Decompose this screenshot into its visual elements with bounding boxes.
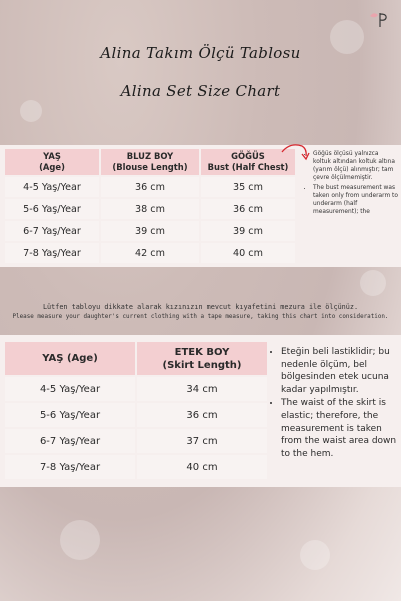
- cell-age: 4-5 Yaş/Year: [5, 177, 99, 197]
- table-row: [5, 377, 267, 401]
- table-row: [5, 403, 267, 427]
- bokeh-light: [20, 100, 42, 122]
- cell-skirt-length: 34 cm: [137, 377, 267, 401]
- cell-age: 7-8 Yaş/Year: [5, 455, 135, 479]
- table-row: [5, 199, 295, 219]
- table-header-row: [5, 342, 267, 375]
- cell-bust: 39 cm: [201, 221, 295, 241]
- instruction-english: Please measure your daughter's current clothing with a tape measure, taking this chart into consideration.: [12, 314, 389, 320]
- header-blouse-length: BLUZ BOY (Blouse Length): [101, 149, 199, 175]
- cell-skirt-length: 36 cm: [137, 403, 267, 427]
- bokeh-light: [300, 540, 330, 570]
- cell-age: 6-7 Yaş/Year: [5, 429, 135, 453]
- note-item-tr: • Göğüs ölçüsü yalnızca koltuk altından koltuk altına (yarım ölçü) alınmıştır; tam çevre ölçülmemiştir.: [313, 150, 398, 182]
- note-item-en: • The bust measurement was taken only from underarm to underarm (half measurement); the: [313, 184, 398, 216]
- bokeh-light: [360, 270, 386, 296]
- cell-skirt-length: 40 cm: [137, 455, 267, 479]
- header-age: YAŞ (Age): [5, 342, 135, 375]
- cell-age: 6-7 Yaş/Year: [5, 221, 99, 241]
- title-turkish: Alina Takım Ölçü Tablosu: [100, 44, 301, 62]
- table-row: [5, 221, 295, 241]
- instruction-turkish: Lütfen tabloyu dikkate alarak kızınızın mevcut kıyafetini mezura ile ölçünüz.: [42, 303, 359, 311]
- cell-bust: 35 cm: [201, 177, 295, 197]
- cell-age: 5-6 Yaş/Year: [5, 199, 99, 219]
- cell-age: 5-6 Yaş/Year: [5, 403, 135, 427]
- cell-age: 7-8 Yaş/Year: [5, 243, 99, 263]
- table-header-row: [5, 149, 295, 175]
- blouse-size-table: [3, 147, 297, 265]
- table-row: [5, 243, 295, 263]
- table-row: [5, 455, 267, 479]
- table-row: [5, 429, 267, 453]
- cell-blouse-length: 42 cm: [101, 243, 199, 263]
- cell-blouse-length: 39 cm: [101, 221, 199, 241]
- cell-blouse-length: 38 cm: [101, 199, 199, 219]
- note-item-tr: • Eteğin beli lastiklidir; bu nedenle ölçüm, bel bölgesinden etek ucuna kadar yapılmıştır.: [281, 346, 398, 396]
- cell-skirt-length: 37 cm: [137, 429, 267, 453]
- header-age: YAŞ (Age): [5, 149, 99, 175]
- cell-blouse-length: 36 cm: [101, 177, 199, 197]
- bokeh-light: [60, 520, 100, 560]
- note-item-en: • The waist of the skirt is elastic; therefore, the measurement is taken from the waist area down to the hem.: [281, 397, 398, 460]
- cell-age: 4-5 Yaş/Year: [5, 377, 135, 401]
- table-row: [5, 177, 295, 197]
- brand-logo-icon: [367, 8, 391, 32]
- bust-note: [304, 150, 398, 240]
- cell-bust: 36 cm: [201, 199, 295, 219]
- title-english: Alina Set Size Chart: [120, 82, 281, 100]
- header-bust: GÖĞÜS Bust (Half Chest): [201, 149, 295, 175]
- skirt-note: [272, 346, 398, 461]
- header-skirt-length: ETEK BOY (Skirt Length): [137, 342, 267, 375]
- cell-bust: 40 cm: [201, 243, 295, 263]
- skirt-size-table: [3, 340, 269, 481]
